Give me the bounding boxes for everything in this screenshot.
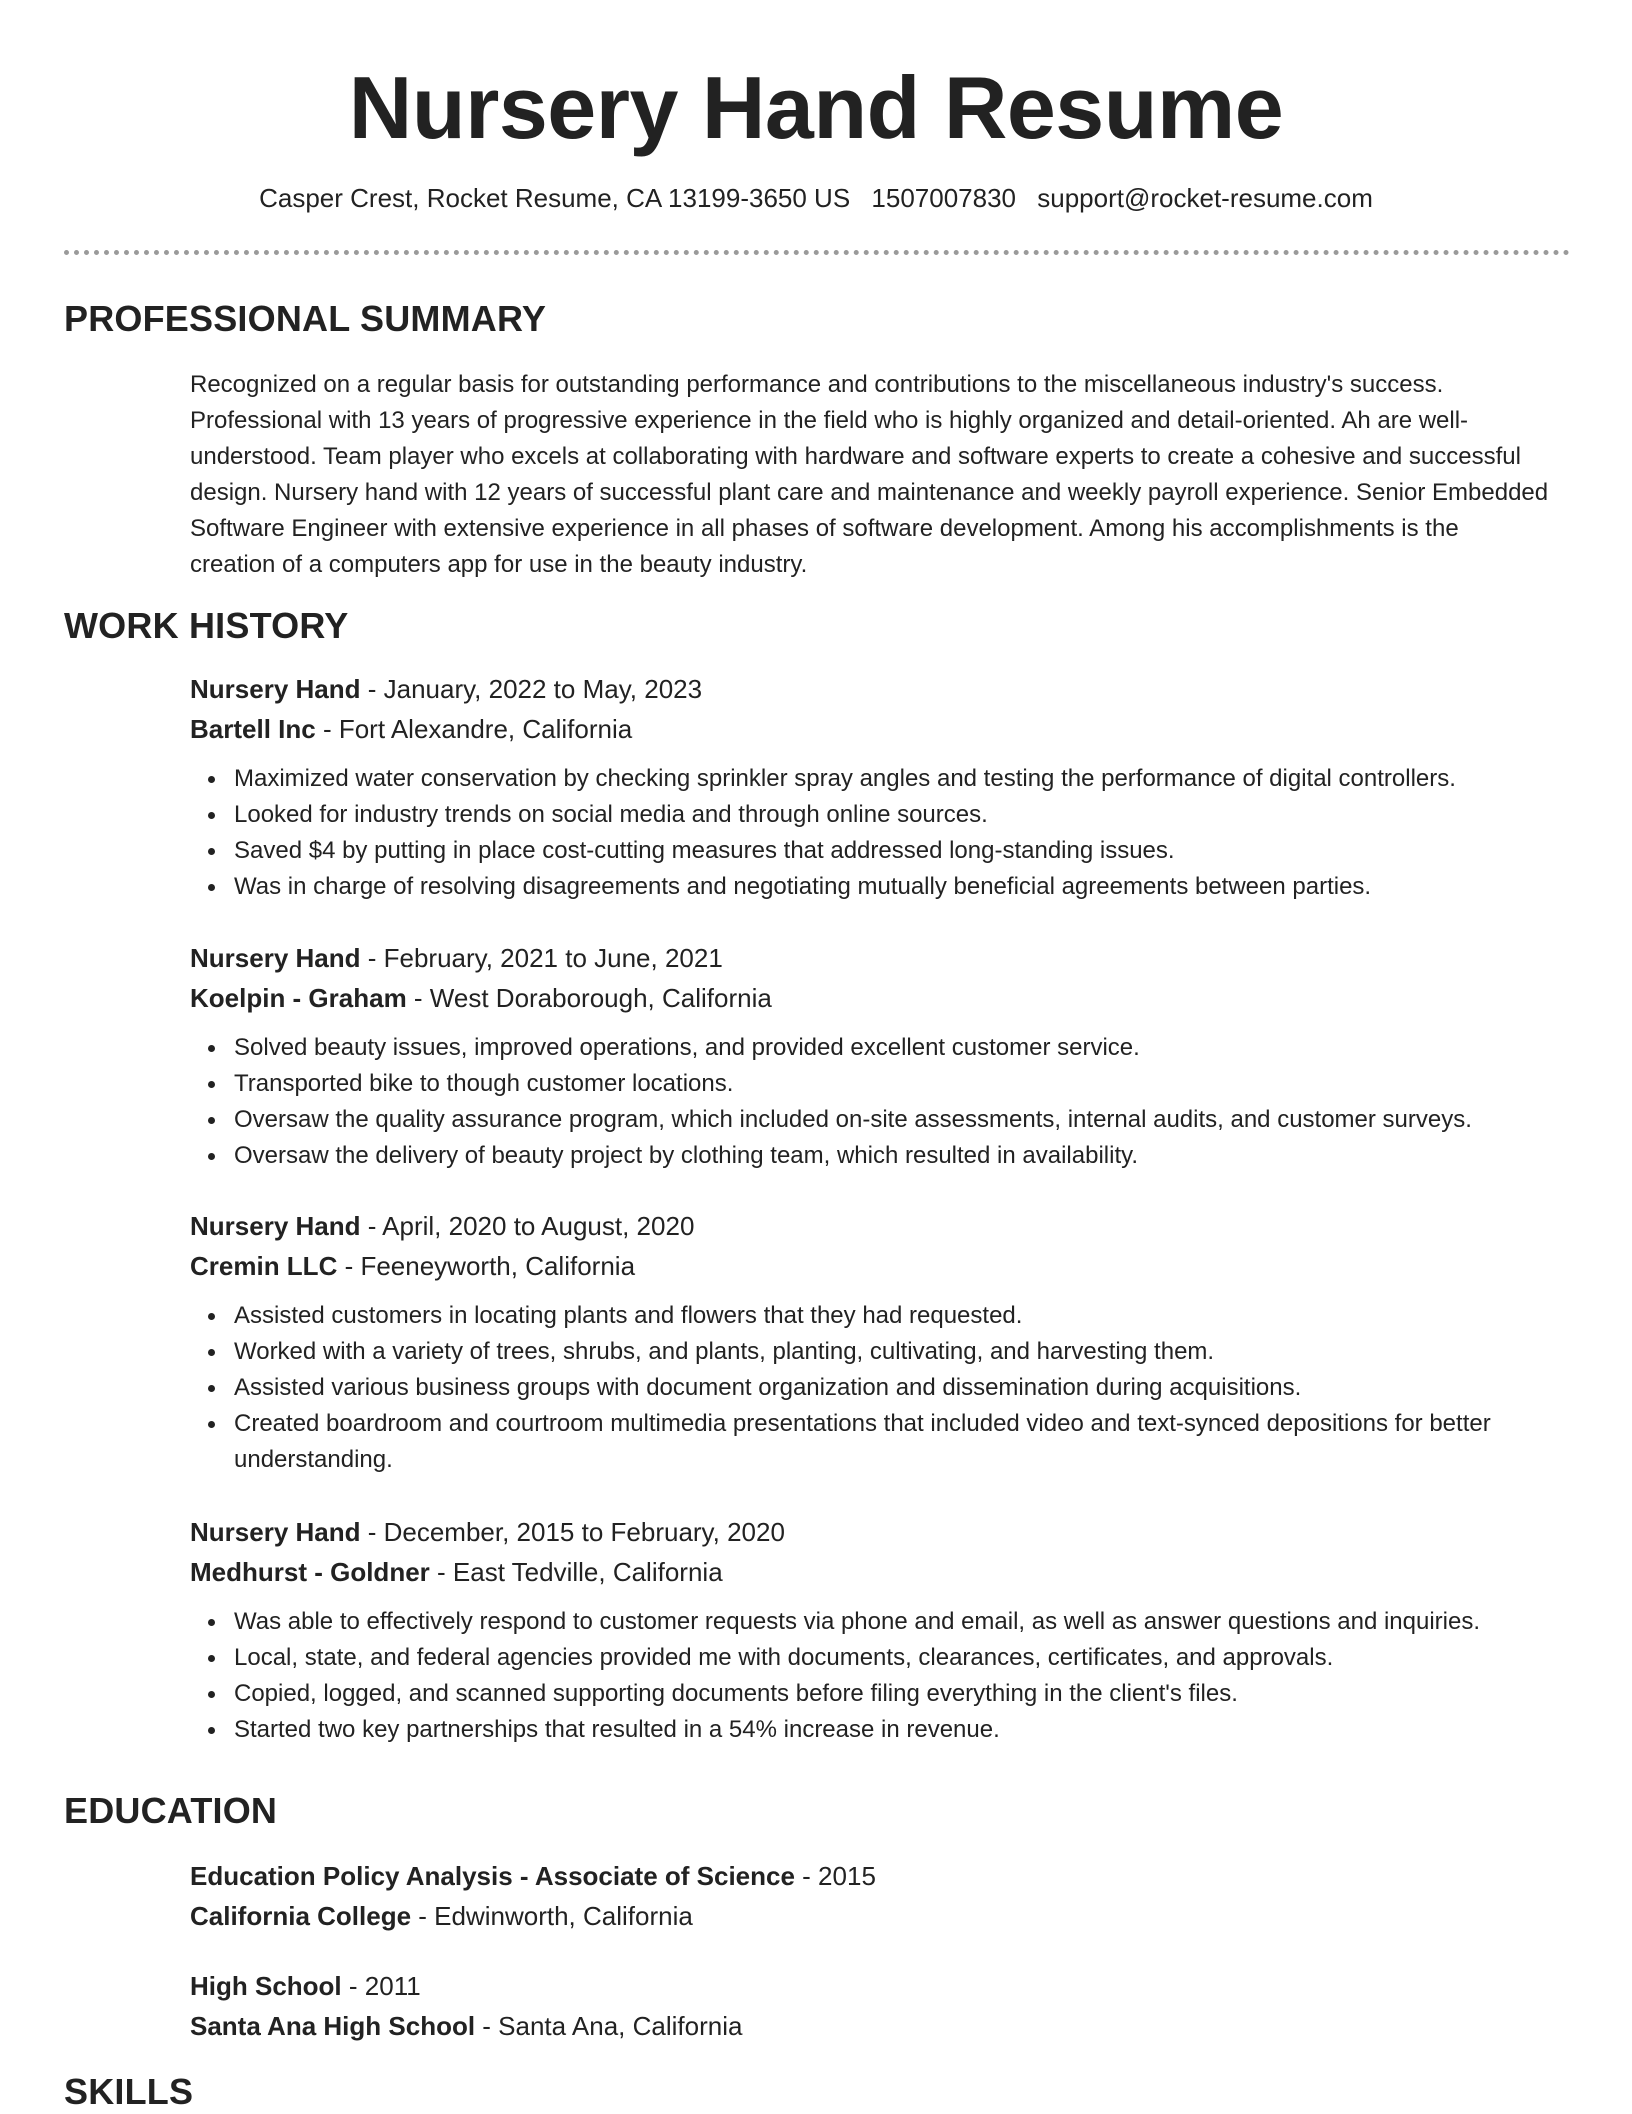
job-company: Bartell Inc	[190, 714, 316, 744]
job-company: Medhurst - Goldner	[190, 1557, 430, 1587]
summary-text: Recognized on a regular basis for outstanding performance and contributions to the miscellaneous industry's success. Professional with 13 years of progressive experience in the field who is highly organized and detail-oriented. Ah are well-understood. Team player who excels at collaborating with hardware and software experts to create a cohesive and successful design. Nursery hand with 12 years of successful plant care and maintenance and weekly payroll experience. Senior Embedded Software Engineer with extensive experience in all phases of software development. Among his accomplishments is the creation of a computers app for use in the beauty industry.	[190, 371, 1549, 578]
education-degree: Education Policy Analysis - Associate of Science	[190, 1861, 795, 1891]
job-bullet: Assisted various business groups with document organization and dissemination during acquisitions.	[234, 1370, 1570, 1406]
education-school-line	[190, 1896, 1550, 1936]
education-school-line	[190, 2006, 1550, 2046]
job-entry	[190, 1512, 1570, 1748]
job-company-line	[190, 709, 1570, 749]
contact-line	[0, 180, 1632, 216]
education-degree: High School	[190, 1971, 342, 2001]
education-entry	[190, 1966, 1550, 2046]
job-title: Nursery Hand	[190, 943, 361, 973]
job-location: - East Tedville, California	[429, 1557, 723, 1587]
contact-email: support@rocket-resume.com	[1037, 183, 1373, 213]
job-dates: - February, 2021 to June, 2021	[360, 943, 723, 973]
job-bullets	[190, 1604, 1570, 1748]
job-bullet: Created boardroom and courtroom multimedia presentations that included video and text-synced depositions for better understanding.	[234, 1406, 1570, 1478]
job-bullet: Maximized water conservation by checking sprinkler spray angles and testing the performance of digital controllers.	[234, 761, 1570, 797]
job-bullet: Worked with a variety of trees, shrubs, and plants, planting, cultivating, and harvesting them.	[234, 1334, 1570, 1370]
job-entry	[190, 669, 1570, 905]
section-heading-summary: PROFESSIONAL SUMMARY	[64, 298, 547, 339]
job-title-line	[190, 1512, 1570, 1552]
job-company-line	[190, 978, 1570, 1018]
education-location: - Santa Ana, California	[475, 2011, 743, 2041]
education-degree-line	[190, 1856, 1550, 1896]
job-company: Koelpin - Graham	[190, 983, 407, 1013]
education-school: California College	[190, 1901, 412, 1931]
job-title: Nursery Hand	[190, 1517, 361, 1547]
job-title-line	[190, 669, 1570, 709]
header-divider	[64, 250, 1570, 255]
job-bullets	[190, 761, 1570, 905]
section-heading-skills: SKILLS	[64, 2071, 194, 2112]
education-degree-line	[190, 1966, 1550, 2006]
job-bullets	[190, 1298, 1570, 1478]
job-bullet: Saved $4 by putting in place cost-cutting measures that addressed long-standing issues.	[234, 833, 1570, 869]
job-bullet: Started two key partnerships that resulted in a 54% increase in revenue.	[234, 1712, 1570, 1748]
job-title: Nursery Hand	[190, 674, 361, 704]
job-bullets	[190, 1030, 1570, 1174]
contact-phone: 1507007830	[871, 183, 1017, 213]
page-title: Nursery Hand Resume	[348, 58, 1284, 157]
job-location: - Feeneyworth, California	[337, 1251, 636, 1281]
job-title-line	[190, 1206, 1570, 1246]
job-bullet: Local, state, and federal agencies provided me with documents, clearances, certificates, and approvals.	[234, 1640, 1570, 1676]
job-company-line	[190, 1552, 1570, 1592]
job-bullet: Copied, logged, and scanned supporting documents before filing everything in the client's files.	[234, 1676, 1570, 1712]
job-title-line	[190, 938, 1570, 978]
job-location: - West Doraborough, California	[406, 983, 772, 1013]
job-location: - Fort Alexandre, California	[315, 714, 633, 744]
education-year: - 2011	[341, 1971, 421, 2001]
education-year: - 2015	[794, 1861, 876, 1891]
job-dates: - April, 2020 to August, 2020	[360, 1211, 695, 1241]
job-entry	[190, 938, 1570, 1174]
contact-address: Casper Crest, Rocket Resume, CA 13199-3650 US	[259, 183, 851, 213]
job-bullet: Looked for industry trends on social media and through online sources.	[234, 797, 1570, 833]
education-location: - Edwinworth, California	[411, 1901, 693, 1931]
job-dates: - December, 2015 to February, 2020	[360, 1517, 785, 1547]
job-bullet: Was in charge of resolving disagreements and negotiating mutually beneficial agreements between parties.	[234, 869, 1570, 905]
job-company: Cremin LLC	[190, 1251, 338, 1281]
job-bullet: Was able to effectively respond to customer requests via phone and email, as well as answer questions and inquiries.	[234, 1604, 1570, 1640]
job-bullet: Transported bike to though customer locations.	[234, 1066, 1570, 1102]
job-bullet: Oversaw the delivery of beauty project by clothing team, which resulted in availability.	[234, 1138, 1570, 1174]
job-company-line	[190, 1246, 1570, 1286]
education-school: Santa Ana High School	[190, 2011, 476, 2041]
section-heading-education: EDUCATION	[64, 1790, 278, 1831]
job-bullet: Oversaw the quality assurance program, which included on-site assessments, internal audits, and customer surveys.	[234, 1102, 1570, 1138]
job-title: Nursery Hand	[190, 1211, 361, 1241]
section-heading-work-history: WORK HISTORY	[64, 605, 349, 646]
job-dates: - January, 2022 to May, 2023	[360, 674, 703, 704]
education-entry	[190, 1856, 1550, 1936]
job-entry	[190, 1206, 1570, 1478]
job-bullet: Solved beauty issues, improved operations, and provided excellent customer service.	[234, 1030, 1570, 1066]
job-bullet: Assisted customers in locating plants and flowers that they had requested.	[234, 1298, 1570, 1334]
